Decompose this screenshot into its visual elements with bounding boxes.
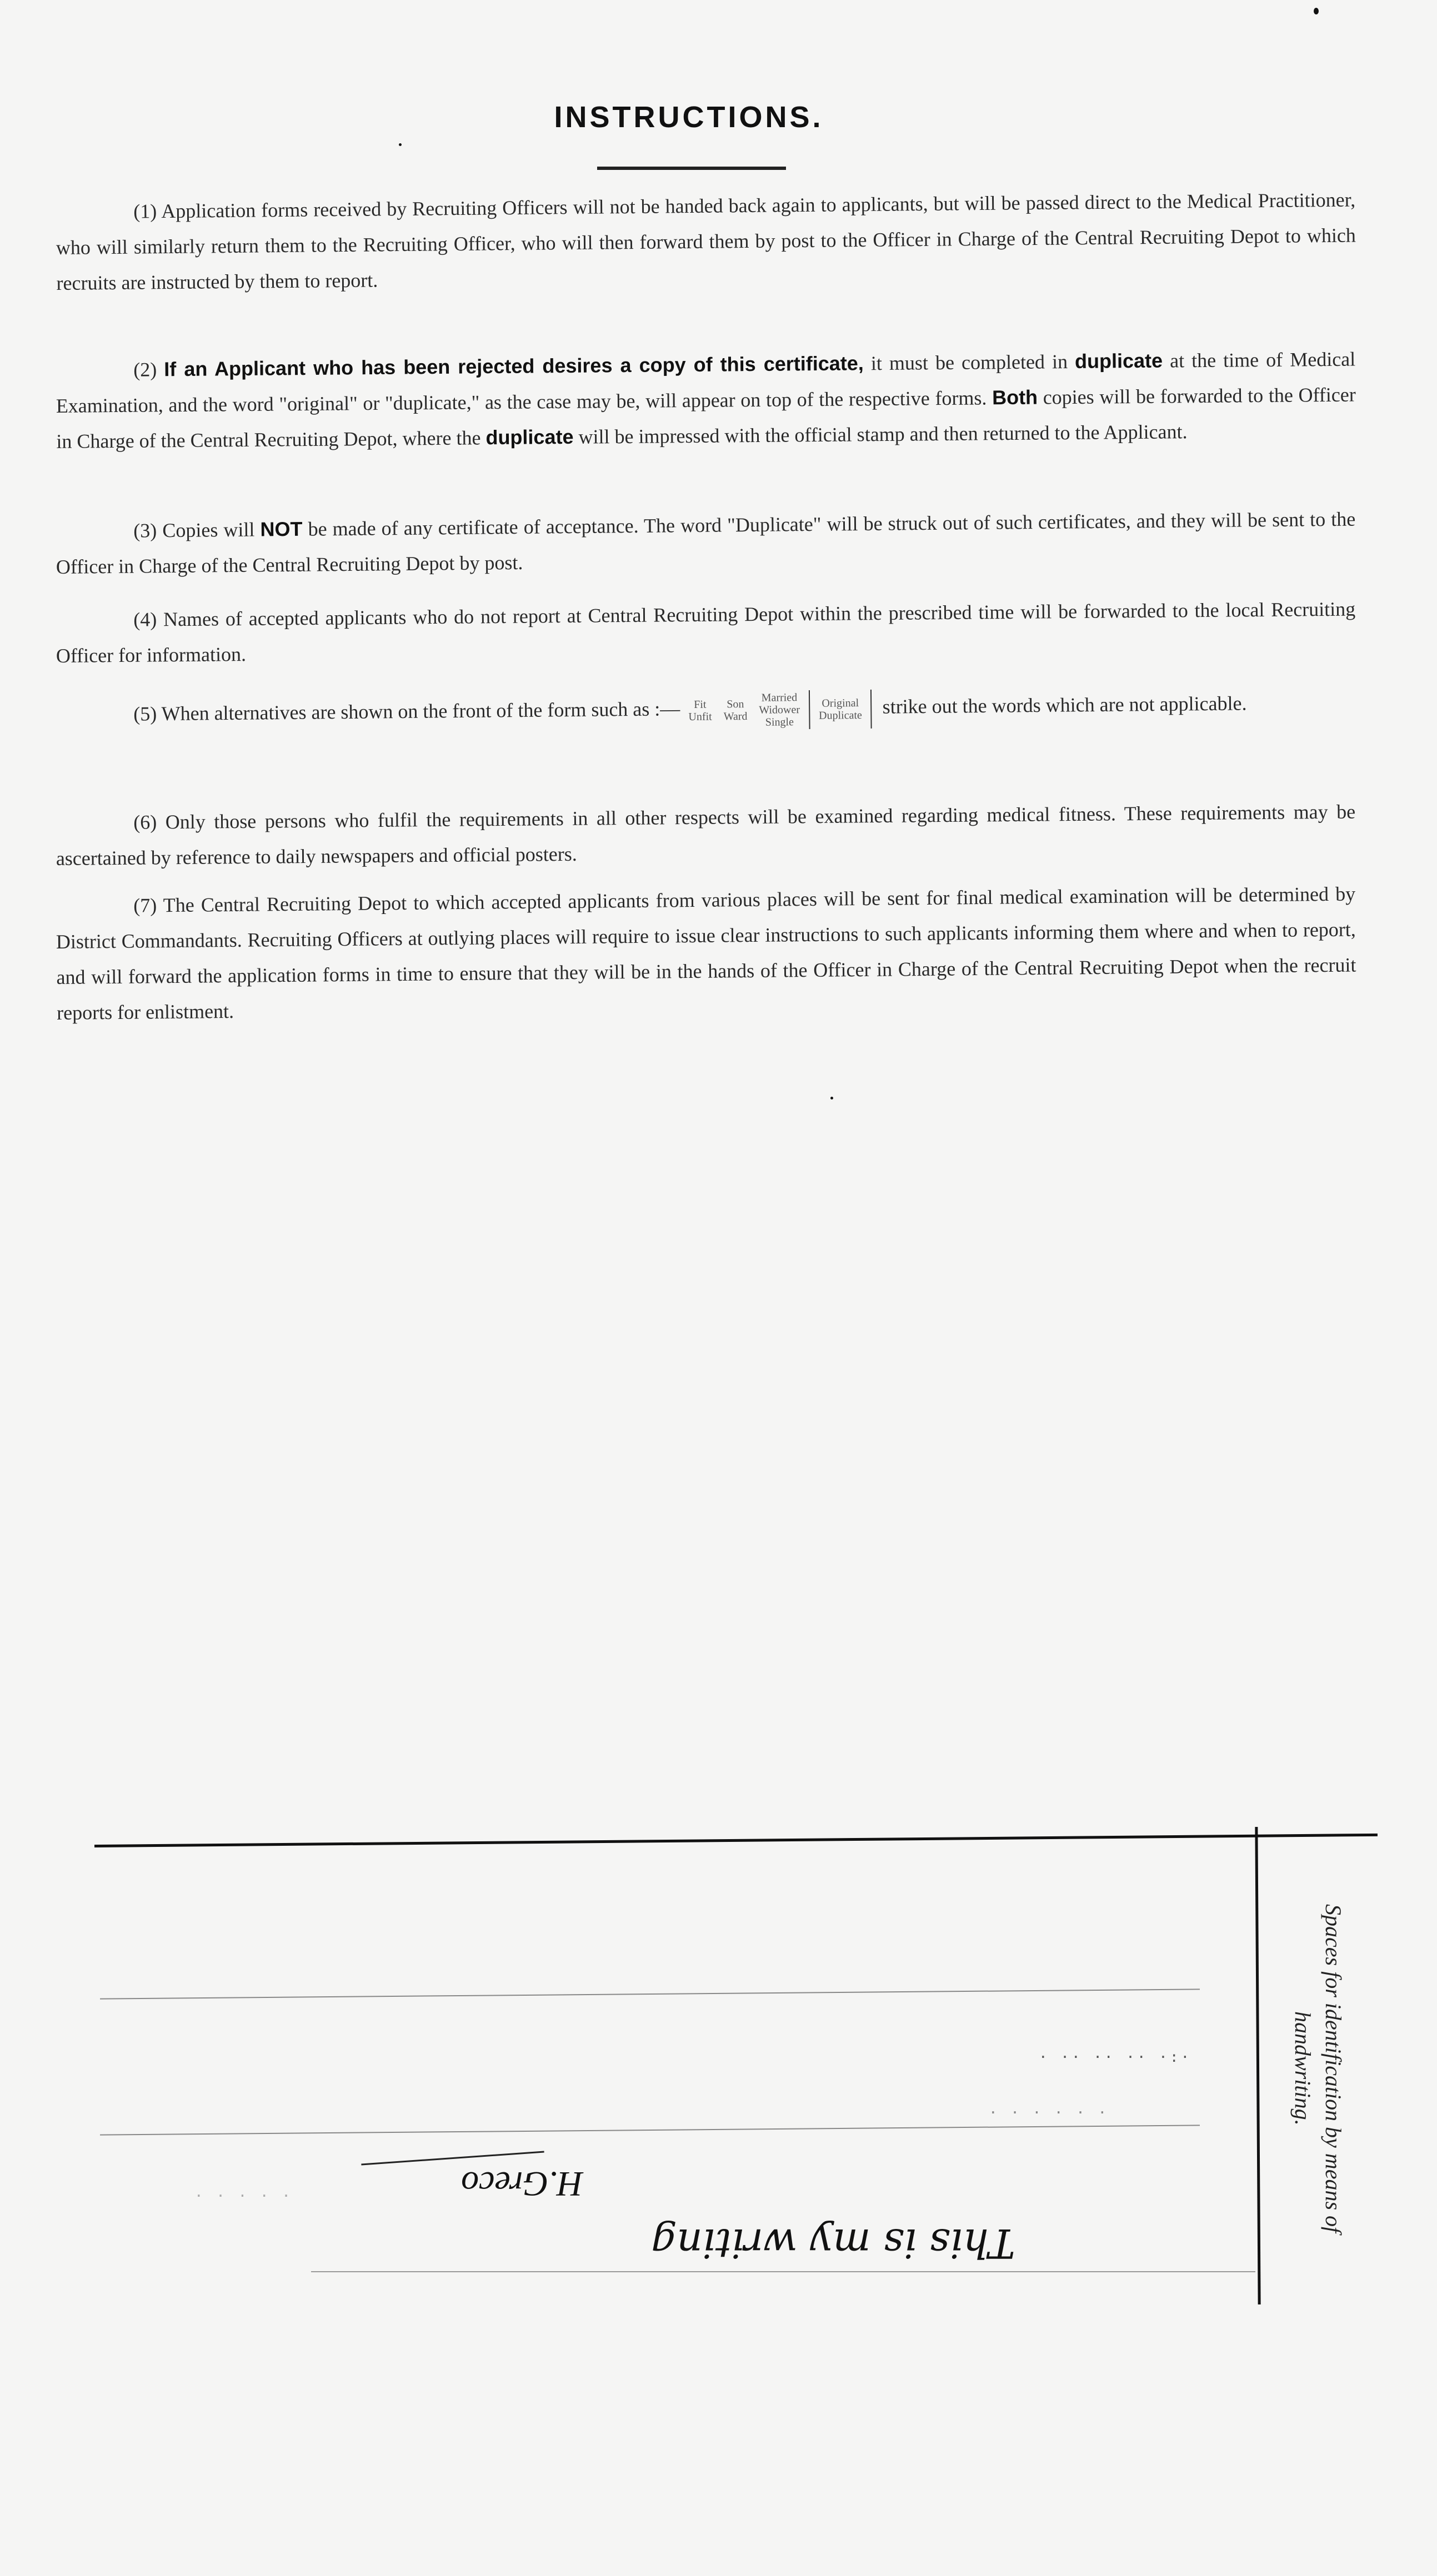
instruction-5 bbox=[56, 685, 1356, 736]
instruction-2-both: Both bbox=[992, 385, 1038, 409]
instruction-2-text: copies will be forwarded to the Officer in Charge of the Central Recruiting Depot, where the bbox=[56, 383, 1356, 453]
instruction-1: (1) Application forms received by Recruiting Officers will not be handed back again to applicants, but will be passed direct to the Medical Practitioner, who will similarly return them to the Recruiting Officer, who will then forward them by post to the Officer in Charge of the Central Recruiting Depot to which recruits are instructed by them to report. bbox=[56, 188, 1356, 294]
instruction-2-text: will be impressed with the official stamp and then returned to the Applicant. bbox=[573, 420, 1188, 448]
instruction-7: (7) The Central Recruiting Depot to which accepted applicants from various places will be sent for final medical examination will be determined by District Commandants. Recruiting Officers at outlying places will require to issue clear instructions to such applicants informing them where and when to report, and will forward the application forms in time to ensure that they will be in the hands of the Officer in Charge of the Central Recruiting Depot when the recruit reports for enlistment. bbox=[56, 882, 1356, 1024]
instruction-2 bbox=[56, 342, 1356, 459]
instruction-6: (6) Only those persons who fulfil the requirements in all other respects will be examined regarding medical fitness. These requirements may be ascertained by reference to daily newspapers and official posters. bbox=[56, 800, 1356, 870]
instruction-2-number: (2) bbox=[133, 358, 164, 381]
alternative-marital-status: Married Widower Single bbox=[759, 691, 800, 729]
instruction-5-text: (5) When alternatives are shown on the front of the form such as :— bbox=[133, 697, 680, 725]
page-title: INSTRUCTIONS. bbox=[554, 101, 824, 134]
faint-writing-line bbox=[100, 1989, 1200, 1999]
instruction-2-bold-clause: If an Applicant who has been rejected desires a copy of this certificate, bbox=[164, 351, 864, 381]
instruction-3-not: NOT bbox=[260, 517, 303, 541]
handwriting-sample: This is my writing bbox=[651, 2220, 1015, 2267]
faint-marks: · ·· ·· ·· ·:· bbox=[1039, 2049, 1192, 2066]
ink-speck bbox=[1314, 8, 1319, 14]
identification-side-label: Spaces for identification by means of handwriting. bbox=[1290, 1904, 1346, 2233]
faint-marks: · · · · · bbox=[194, 2188, 293, 2205]
faint-writing-line bbox=[100, 2125, 1200, 2135]
alternative-son-ward: Son Ward bbox=[723, 697, 748, 723]
instruction-2-duplicate: duplicate bbox=[1074, 349, 1163, 373]
alternative-fit-unfit: Fit Unfit bbox=[688, 698, 712, 723]
instruction-5-text: strike out the words which are not applicable. bbox=[882, 692, 1247, 718]
identification-top-rule bbox=[94, 1834, 1378, 1847]
instruction-2-text: at the time of Medical Examination, and the word "original" or "duplicate," as the case may be, will appear on top of the respective forms. bbox=[56, 348, 1356, 417]
alternative-original-duplicate: Original Duplicate bbox=[818, 696, 862, 722]
identification-side-rule bbox=[1255, 1827, 1260, 2304]
alternative-divider bbox=[870, 690, 872, 729]
instruction-4: (4) Names of accepted applicants who do not report at Central Recruiting Depot within the prescribed time will be forwarded to the local Recruiting Officer for information. bbox=[56, 597, 1356, 667]
instruction-3-text: be made of any certificate of acceptance. The word "Duplicate" will be struck out of such certificates, and they will be sent to the Officer in Charge of the Central Recruiting Depot by post. bbox=[56, 508, 1356, 578]
faint-marks: · · · · · · bbox=[989, 2105, 1109, 2121]
ink-speck bbox=[830, 1097, 833, 1099]
alternative-divider bbox=[809, 690, 810, 729]
instruction-3 bbox=[56, 501, 1356, 585]
ink-speck bbox=[399, 143, 402, 146]
signature: H.Greco bbox=[461, 2165, 583, 2204]
instruction-2-duplicate: duplicate bbox=[485, 425, 574, 449]
title-underline bbox=[597, 167, 786, 170]
instruction-2-text: it must be completed in bbox=[863, 350, 1075, 375]
instruction-3-text: (3) Copies will bbox=[133, 518, 261, 542]
